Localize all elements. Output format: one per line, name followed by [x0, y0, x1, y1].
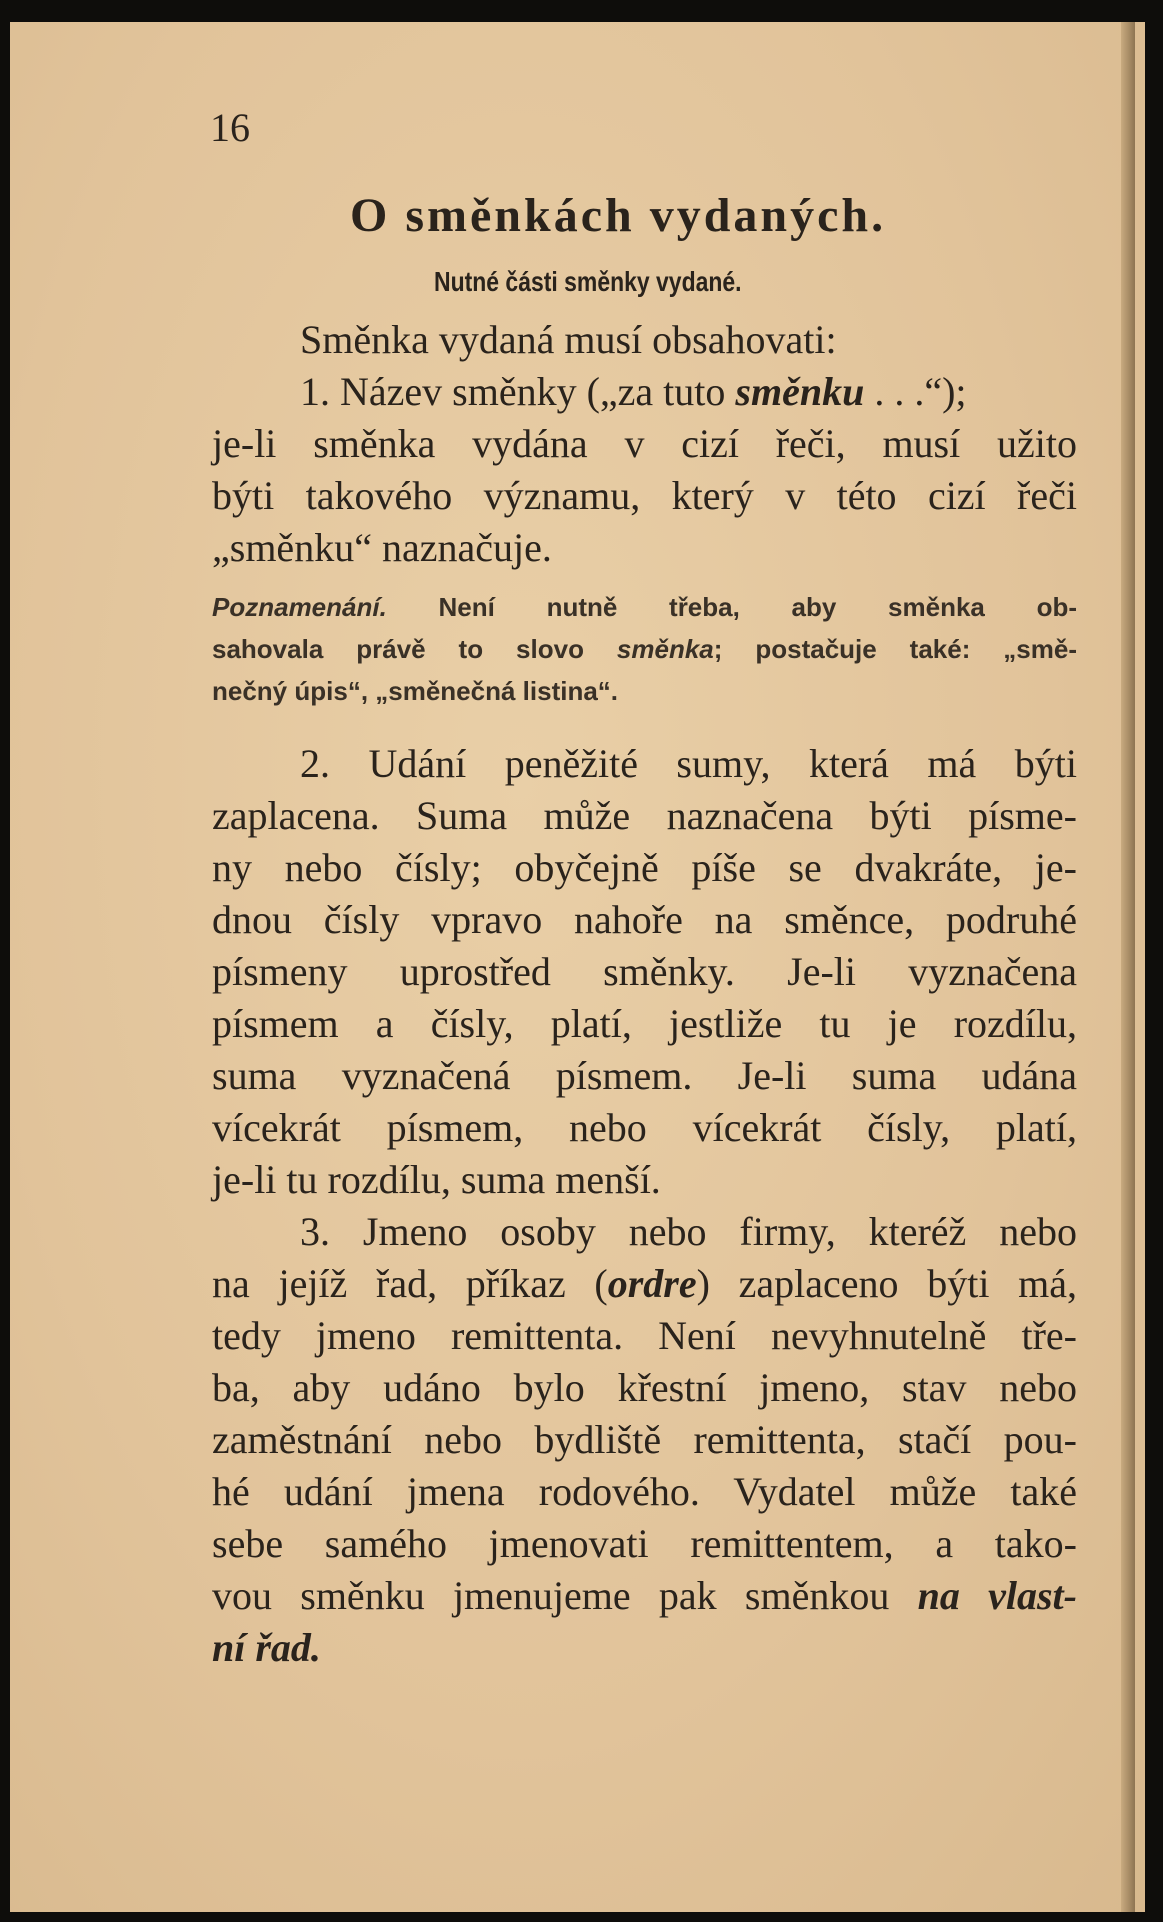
note-line [212, 636, 1077, 662]
emphasized-word: ordre [607, 1261, 697, 1306]
text-line [212, 1573, 1077, 1618]
section-subtitle: Nutné části směnky vydané. [434, 266, 742, 297]
text-line: písmem a čísly, platí, jestliže tu je rozdílu, [212, 1001, 1077, 1046]
emphasized-word: na vlast- [917, 1573, 1077, 1618]
text-line: zaplacena. Suma může naznačena býti písme- [212, 793, 1077, 838]
text-line: dnou čísly vpravo nahoře na směnce, podruhé [212, 897, 1077, 942]
text-span: ; postačuje také: „smě- [713, 634, 1078, 664]
text-span: vou směnku jmenujeme pak směnkou [212, 1573, 918, 1618]
text-line: je-li tu rozdílu, suma menší. [212, 1157, 661, 1202]
text-line: písmeny uprostřed směnky. Je-li vyznačena [212, 949, 1077, 994]
emphasized-word: směnku [735, 369, 865, 414]
emphasized-word: směnka [616, 634, 714, 664]
note-line: nečný úpis“, „směnečná listina“. [212, 676, 619, 706]
text-line [212, 1261, 1078, 1306]
text-line: Směnka vydaná musí obsahovati: [300, 317, 837, 362]
note-label: Poznamenání. [212, 592, 387, 622]
text-line: hé udání jmena rodového. Vydatel může také [212, 1469, 1077, 1514]
text-line: ba, aby udáno bylo křestní jmeno, stav nebo [212, 1365, 1077, 1410]
emphasized-word: ní řad. [212, 1625, 321, 1670]
text-line: tedy jmeno remittenta. Není nevyhnutelně tře- [212, 1313, 1077, 1358]
text-line: je-li směnka vydána v cizí řeči, musí užito [212, 421, 1077, 466]
text-line: „směnku“ naznačuje. [212, 525, 552, 570]
text-span: na jejíž řad, příkaz ( [212, 1261, 608, 1306]
note-line [212, 594, 1077, 620]
text-line [212, 1625, 321, 1670]
text-line: 3. Jmeno osoby nebo firmy, kteréž nebo [300, 1209, 1077, 1254]
text-line: vícekrát písmem, nebo vícekrát čísly, platí, [212, 1105, 1077, 1150]
page-number: 16 [210, 105, 250, 150]
text-line: suma vyznačená písmem. Je-li suma udána [212, 1053, 1077, 1098]
book-page [10, 22, 1145, 1912]
text-line: ny nebo čísly; obyčejně píše se dvakráte, je- [212, 845, 1077, 890]
text-span: ) zaplaceno býti má, [696, 1261, 1078, 1306]
text-line: zaměstnání nebo bydliště remittenta, stačí pou- [212, 1417, 1077, 1462]
text-line: sebe samého jmenovati remittentem, a tako- [212, 1521, 1077, 1566]
page-spine-edge [1121, 22, 1135, 1912]
text-line [300, 369, 967, 414]
text-span: Není nutně třeba, aby směnka ob- [386, 592, 1077, 622]
text-span: . . .“); [864, 369, 967, 414]
text-line: býti takového významu, který v této cizí řeči [212, 473, 1077, 518]
text-line: 2. Udání peněžité sumy, která má býti [300, 741, 1077, 786]
text-span: 1. Název směnky („za tuto [300, 369, 736, 414]
section-title: O směnkách vydaných. [350, 189, 887, 242]
text-span: sahovala právě to slovo [212, 634, 617, 664]
